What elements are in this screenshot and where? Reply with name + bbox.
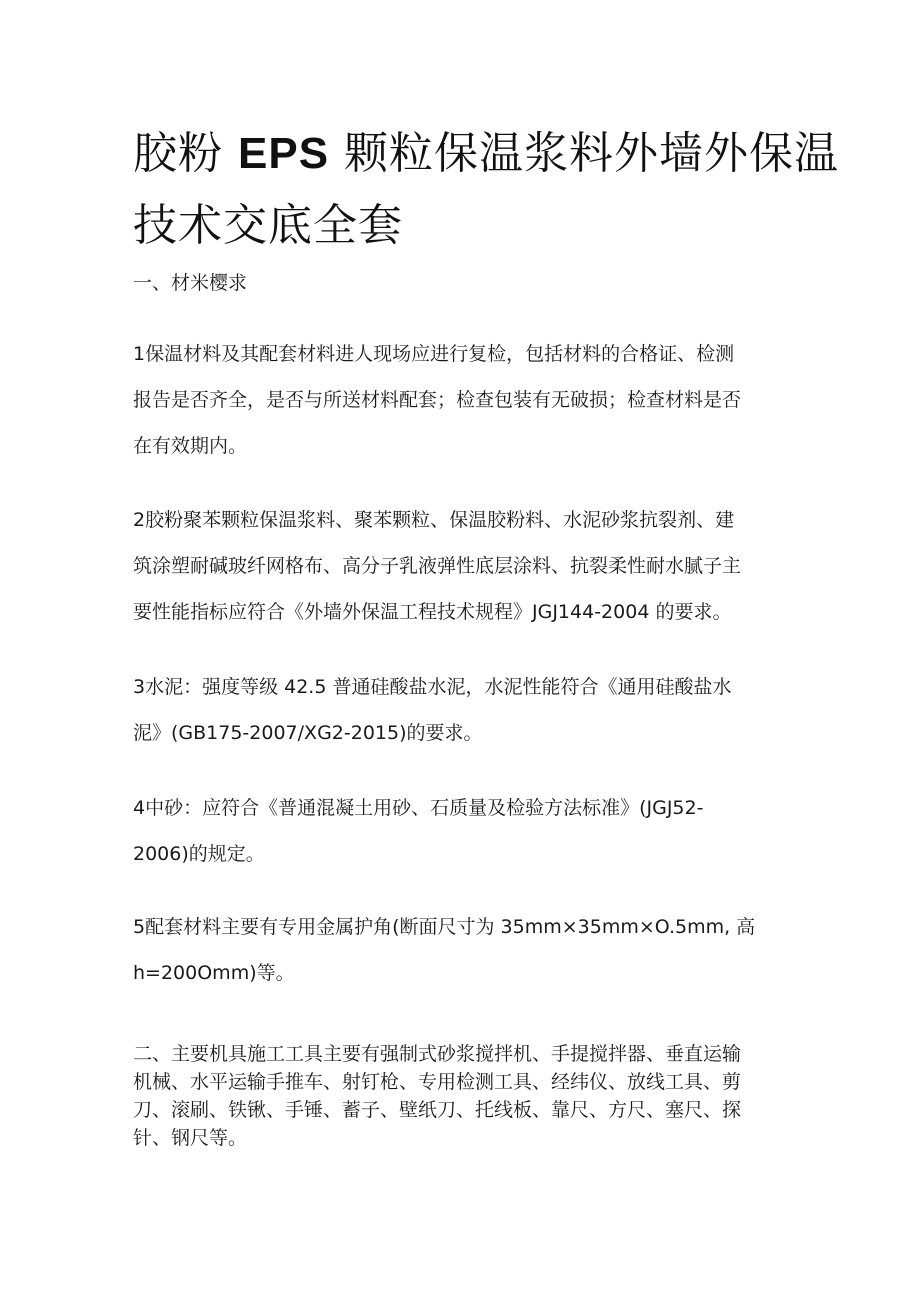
paragraph-1-line: 报告是否齐全，是否与所送材料配套；检查包装有无破损；检查材料是否: [133, 389, 742, 411]
title-line1-rest: 颗粒保温浆料外墙外保温: [344, 128, 840, 179]
paragraph-5-line: h=200Omm)等。: [133, 962, 295, 984]
paragraph-2-line: 2胶粉聚苯颗粒保温浆料、聚苯颗粒、保温胶粉料、水泥砂浆抗裂剂、建: [133, 509, 735, 531]
section-2-line: 针、钢尺等。: [133, 1127, 248, 1149]
section-2-line: 刀、滚刷、铁锹、手锤、蓄子、壁纸刀、托线板、靠尺、方尺、塞尺、探: [133, 1099, 742, 1121]
paragraph-4: [133, 785, 793, 877]
section-1-heading: 一、材米樱求: [133, 272, 248, 294]
paragraph-1-line: 在有效期内。: [133, 435, 248, 457]
section-2-line: 机械、水平运输手推车、射钉枪、专用检测工具、经纬仪、放线工具、剪: [133, 1071, 742, 1093]
paragraph-5: [133, 904, 793, 996]
document-title: [133, 118, 840, 262]
paragraph-2-line: 筑涂塑耐碱玻纤网格布、高分子乳液弹性底层涂料、抗裂柔性耐水腻子主: [133, 555, 742, 577]
paragraph-2-line: 要性能指标应符合《外墙外保温工程技术规程》JGJ144-2004 的要求。: [133, 601, 732, 623]
section-2-paragraph: [133, 1040, 793, 1152]
section-2-line: 二、主要机具施工工具主要有强制式砂浆搅拌机、手提搅拌器、垂直运输: [133, 1043, 742, 1065]
paragraph-2: [133, 497, 793, 635]
paragraph-1: [133, 331, 793, 469]
paragraph-3-line: 泥》(GB175-2007/XG2-2015)的要求。: [133, 722, 483, 744]
title-line-1: [133, 118, 840, 190]
paragraph-4-line: 4中砂：应符合《普通混凝土用砂、石质量及检验方法标准》(JGJ52-: [133, 797, 704, 819]
paragraph-3-line: 3水泥：强度等级 42.5 普通硅酸盐水泥，水泥性能符合《通用硅酸盐水: [133, 676, 732, 698]
paragraph-3: [133, 664, 793, 756]
paragraph-4-line: 2006)的规定。: [133, 843, 265, 865]
title-latin: EPS: [238, 129, 330, 178]
paragraph-1-line: 1保温材料及其配套材料进人现场应进行复检，包括材料的合格证、检测: [133, 343, 735, 365]
paragraph-5-line: 5配套材料主要有专用金属护角(断面尺寸为 35mm×35mm×O.5mm, 高: [133, 916, 756, 938]
title-prefix: 胶粉: [133, 128, 223, 179]
title-line-2: 技术交底全套: [133, 200, 403, 251]
